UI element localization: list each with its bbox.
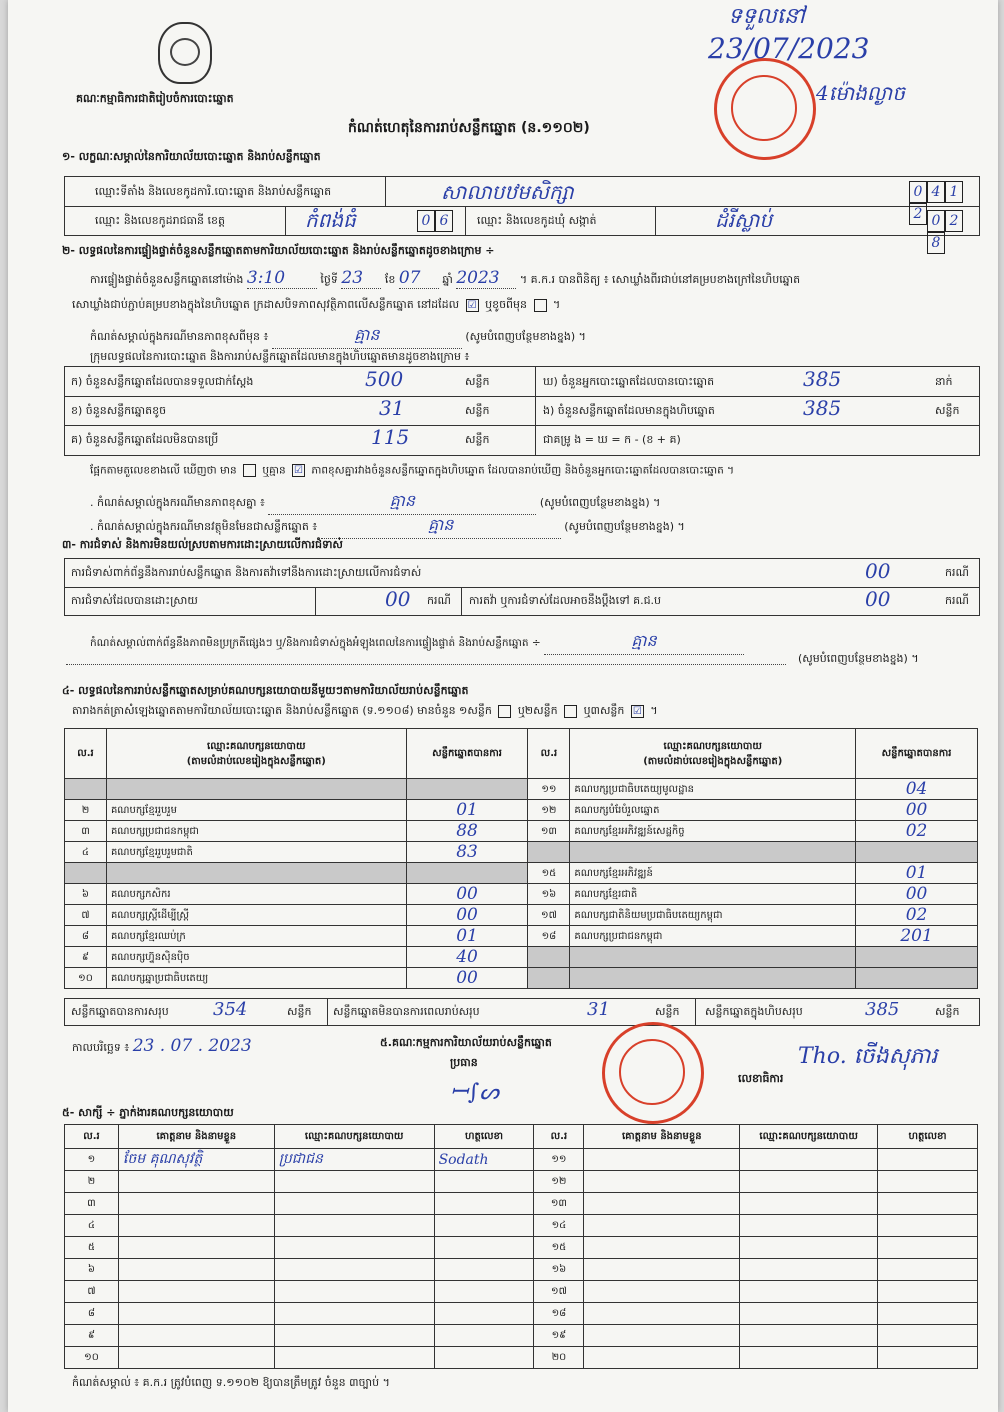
one-sheet-checkbox[interactable] (498, 705, 511, 718)
total-all-unit: សន្លឹក (935, 1005, 960, 1018)
party-votes-cell: 83 (406, 842, 528, 863)
witness-name-cell (584, 1193, 740, 1215)
col-no-right: ល.រ (528, 729, 570, 779)
no-difference-checkbox[interactable]: ☑ (292, 464, 305, 477)
witness-name-cell (118, 1303, 274, 1325)
party-party-cell: គណបក្សឆ្នាប្រជាធិបតេយ្យ (106, 968, 406, 989)
irregularity-hint: (សូមបំពេញបន្ថែមខាងខ្នង) ។ (798, 652, 919, 665)
committee-label: ៥.គណៈកម្មការការិយាល័យរាប់សន្លឹកឆ្នោត (380, 1036, 552, 1049)
party-party-cell: គណបក្សកសិករ (106, 884, 406, 905)
party-party-cell: គណបក្សខ្មែររួបរួម (106, 800, 406, 821)
witness-name-cell (118, 1171, 274, 1193)
province-value: កំពង់ធំ (305, 208, 356, 232)
party-votes-cell: 02 (856, 821, 978, 842)
witness-party-cell (740, 1237, 878, 1259)
party-no-cell: ១៣ (528, 821, 570, 842)
witness-name-cell (118, 1193, 274, 1215)
party-party-cell: គណបក្សខ្មែរឈប់ក្រ (106, 926, 406, 947)
appeal-value: 00 (865, 587, 891, 611)
witness-no-cell: ១៨ (534, 1303, 584, 1325)
witness-no-cell: ១២ (534, 1171, 584, 1193)
party-no-cell: ៩ (65, 947, 107, 968)
party-no-cell: ១១ (528, 779, 570, 800)
witness-party-cell (274, 1237, 434, 1259)
witness-name-cell (584, 1347, 740, 1369)
table-row (65, 884, 978, 905)
witness-party-cell (274, 1303, 434, 1325)
received-time: 4ម៉ោងល្ងាច (816, 81, 905, 105)
col-party-left: ឈ្មោះគណបក្សនយោបាយ (តាមលំដាប់លេខរៀងក្នុងសន្លឹកឆ្នោត) (106, 729, 406, 779)
party-party-cell (106, 863, 406, 884)
secretary-signature: Tho. ចើងសុភារ (798, 1044, 938, 1069)
witness-name-cell (584, 1303, 740, 1325)
section1-heading: ១- លក្ខណៈសម្គាល់នៃការិយាល័យបោះឆ្នោត និងរាប់សន្លឹកឆ្នោត (62, 150, 321, 163)
witness-signature-cell (878, 1259, 978, 1281)
verification-line: ការផ្ទៀងផ្ទាត់ចំនួនសន្លឹកឆ្នោតនៅម៉ោង 3:10 ថ្ងៃទី 23 ខែ 07 ឆ្នាំ 2023 ។ គ.ក.រ បានពិនិត្យ ៖ សោឃ្លាំងពីរជាប់នៅគម្របខាងក្រៅនៃហិបឆ្នោត (90, 268, 801, 288)
col-votes-right: សន្លឹកឆ្នោតបានការ (856, 729, 978, 779)
commune-code: 0 28 (927, 210, 979, 254)
witness-name-cell (584, 1325, 740, 1347)
witness-no-cell: ៣ (65, 1193, 119, 1215)
ng-label: ង) ចំនួនសន្លឹកឆ្នោតដែលមានក្នុងហិបឆ្នោត (543, 404, 715, 417)
section2-heading: ២- លទ្ធផលនៃការផ្ទៀងផ្ទាត់ចំនួនសន្លឹកឆ្នោតតាមការិយាល័យបោះឆ្នោត និងរាប់សន្លឹកឆ្នោតដូចខាងក្រោម ÷ (62, 244, 495, 257)
province-code: 0 6 (417, 210, 453, 232)
objections-table (64, 558, 980, 616)
ka-unit: សន្លឹក (465, 375, 490, 388)
witness-party-cell (740, 1193, 878, 1215)
ng-unit: សន្លឹក (935, 404, 960, 417)
resolved-value: 00 (385, 587, 411, 611)
party-votes-cell: 00 (406, 884, 528, 905)
ka-value: 500 (365, 367, 404, 391)
location-label: ឈ្មោះទីតាំង និងលេខកូដការិ.បោះឆ្នោត និងរាប់សន្លឹកឆ្នោត (95, 185, 332, 198)
party-party-cell (570, 842, 856, 863)
party-votes-cell: 04 (856, 779, 978, 800)
appeal-unit: ករណី (945, 594, 969, 607)
witness-party-cell (274, 1215, 434, 1237)
party-party-cell (106, 779, 406, 800)
table-row (65, 1171, 978, 1193)
commune-label: ឈ្មោះ និងលេខកូដឃុំ សង្កាត់ (477, 214, 597, 227)
witness-col-name-right: គោត្តនាម និងនាមខ្លួន (584, 1125, 740, 1149)
witness-party-cell (740, 1259, 878, 1281)
form-title: កំណត់ហេតុនៃការរាប់សន្លឹកឆ្នោត (ន.១១០២) (348, 120, 590, 136)
witness-no-cell: ៧ (65, 1281, 119, 1303)
witness-signature-cell (434, 1347, 534, 1369)
party-no-cell (65, 863, 107, 884)
witness-no-cell: ១៦ (534, 1259, 584, 1281)
three-sheet-checkbox[interactable]: ☑ (631, 705, 644, 718)
witness-col-name-left: គោត្តនាម និងនាមខ្លួន (118, 1125, 274, 1149)
party-party-cell: គណបក្សខ្មែរជាតិ (570, 884, 856, 905)
party-party-cell: គណបក្សស្ត្រីដើម្បីស្ត្រី (106, 905, 406, 926)
party-no-cell: ១២ (528, 800, 570, 821)
ballot-counts-table (64, 366, 980, 456)
witness-party-cell (274, 1347, 434, 1369)
damaged-checkbox[interactable] (534, 299, 547, 312)
witness-no-cell: ១០ (65, 1347, 119, 1369)
witness-party-cell (274, 1171, 434, 1193)
witness-signature-cell: Sodath (434, 1149, 534, 1171)
party-no-cell: ១៧ (528, 905, 570, 926)
witness-name-cell (118, 1325, 274, 1347)
kho-unit: នាក់ (935, 375, 953, 388)
section5-heading: ៥- សាក្សី ÷ ភ្នាក់ងារគណបក្សនយោបាយ (62, 1106, 234, 1119)
col-party-right: ឈ្មោះគណបក្សនយោបាយ (តាមលំដាប់លេខរៀងក្នុងសន្លឹកឆ្នោត) (570, 729, 856, 779)
witness-no-cell: ១៩ (534, 1325, 584, 1347)
party-no-cell: ១៥ (528, 863, 570, 884)
witness-signature-cell (434, 1303, 534, 1325)
witness-name-cell: ចែម គុណសុវត្ថិ (118, 1149, 274, 1171)
received-note: ទទួលនៅ (728, 4, 805, 29)
party-no-cell: ៨ (65, 926, 107, 947)
party-votes-cell: 88 (406, 821, 528, 842)
difference-check-line: ផ្អែកតាមតួលេខខាងលើ ឃើញថា មាន ឬគ្មាន ☑ ភាពខុសគ្នារវាងចំនួនសន្លឹកឆ្នោតក្នុងហិបឆ្នោត ដែលបានរាប់ឃើញ និងចំនួនអ្នកបោះឆ្នោតដែលបានបោះឆ្នោត ។ (90, 464, 735, 477)
party-votes-cell: 00 (406, 905, 528, 926)
party-no-cell (528, 842, 570, 863)
party-votes-cell (856, 968, 978, 989)
kho-label: ឃ) ចំនួនអ្នកបោះឆ្នោតដែលបានបោះឆ្នោត (543, 375, 715, 388)
witness-col-sig-right: ហត្ថលេខា (878, 1125, 978, 1149)
witness-no-cell: ១១ (534, 1149, 584, 1171)
witness-party-cell (740, 1303, 878, 1325)
witness-party-cell (740, 1215, 878, 1237)
table-row (65, 1303, 978, 1325)
party-party-cell: គណបក្សប្រជាជនកម្ពុជា (106, 821, 406, 842)
witness-name-cell (118, 1237, 274, 1259)
witness-signature-cell (878, 1149, 978, 1171)
kha-unit: សន្លឹក (465, 404, 490, 417)
party-no-cell: ៣ (65, 821, 107, 842)
received-date: 23/07/2023 (708, 32, 870, 65)
has-difference-checkbox[interactable] (243, 464, 256, 477)
official-stamp-icon (714, 58, 816, 160)
table-row (65, 863, 978, 884)
ko-value: 115 (371, 425, 410, 449)
ballot-count-report-form (8, 0, 998, 1412)
total-invalid-unit: សន្លឹក (655, 1005, 680, 1018)
resolved-label: ការជំទាស់ដែលបានដោះស្រាយ (71, 594, 198, 607)
witness-party-cell (740, 1347, 878, 1369)
ng-value: 385 (803, 396, 842, 420)
witness-col-party-right: ឈ្មោះគណបក្សនយោបាយ (740, 1125, 878, 1149)
witness-table (64, 1124, 978, 1369)
party-no-cell (528, 968, 570, 989)
party-votes-cell: 201 (856, 926, 978, 947)
party-votes-cell (856, 947, 978, 968)
province-label: ឈ្មោះ និងលេខកូដរាជធានី ខេត្ត (95, 214, 225, 227)
party-votes-cell: 01 (856, 863, 978, 884)
party-no-cell: ១៦ (528, 884, 570, 905)
objections-unit: ករណី (945, 566, 969, 579)
party-party-cell: គណបក្សប្រជាជនកម្ពុជា (570, 926, 856, 947)
party-no-cell (528, 947, 570, 968)
witness-no-cell: ៥ (65, 1237, 119, 1259)
seal-check-line: សោឃ្លាំងជាប់ភ្ជាប់គម្របខាងក្នុងនៃហិបឆ្នោត ក្រដាសបិទភាពសុវត្ថិភាពលើសន្លឹកឆ្នោត នៅដដែល ☑ ឬខូចពីមុន ។ (72, 298, 561, 311)
party-no-cell: ៦ (65, 884, 107, 905)
table-row (65, 1193, 978, 1215)
witness-party-cell (274, 1281, 434, 1303)
table-row (65, 1149, 978, 1171)
total-invalid-label: សន្លឹកឆ្នោតមិនបានការពេលរាប់សរុប (333, 1005, 480, 1018)
national-emblem-icon (158, 22, 212, 84)
witness-name-cell (584, 1149, 740, 1171)
total-valid-label: សន្លឹកឆ្នោតបានការសរុប (71, 1005, 169, 1018)
kha-value: 31 (379, 396, 405, 420)
witness-signature-cell (434, 1281, 534, 1303)
table-row (65, 800, 978, 821)
formula: ជាគម្រូ ង = ឃ = ក - (ខ + គ) (543, 433, 681, 446)
committee-stamp-icon (602, 1022, 704, 1124)
kha-label: ខ) ចំនួនសន្លឹកឆ្នោតខូច (71, 404, 167, 417)
table-row (65, 1237, 978, 1259)
intact-checkbox[interactable]: ☑ (466, 299, 479, 312)
witness-no-cell: ៨ (65, 1303, 119, 1325)
irregularity-note: កំណត់សម្គាល់ពាក់ព័ន្ធនឹងភាពមិនប្រក្រតីផ្សេងៗ ឬ/និងការជំទាស់ក្នុងអំឡុងពេលនៃការផ្ទៀងផ្ទាត់ និងរាប់សន្លឹកឆ្នោត ÷ គ្មាន (90, 630, 744, 655)
party-no-cell: ១៨ (528, 926, 570, 947)
witness-party-cell (274, 1325, 434, 1347)
table-row (65, 968, 978, 989)
party-party-cell: គណបក្សខ្មែរអភិវឌ្ឍន៍សេដ្ឋកិច្ច (570, 821, 856, 842)
witness-signature-cell (434, 1325, 534, 1347)
total-all-label: សន្លឹកឆ្នោតក្នុងហិបសរុប (705, 1005, 803, 1018)
table-row (65, 1281, 978, 1303)
total-valid-value: 354 (213, 999, 248, 1020)
witness-signature-cell (434, 1237, 534, 1259)
org-name: គណៈកម្មាធិការជាតិរៀបចំការបោះឆ្នោត (76, 92, 234, 105)
party-votes-cell: 00 (856, 884, 978, 905)
witness-signature-cell (434, 1193, 534, 1215)
party-votes-cell: 01 (406, 926, 528, 947)
party-votes-cell (406, 863, 528, 884)
witness-signature-cell (434, 1259, 534, 1281)
party-votes-cell (406, 779, 528, 800)
witness-name-cell (118, 1259, 274, 1281)
party-no-cell: ១០ (65, 968, 107, 989)
witness-col-sig-left: ហត្ថលេខា (434, 1125, 534, 1149)
party-votes-cell: 00 (856, 800, 978, 821)
witness-col-no-left: ល.រ (65, 1125, 119, 1149)
table-row (65, 842, 978, 863)
president-signature: ꟷ∫ᔕ (450, 1080, 499, 1105)
appeal-label: ការតវ៉ា ឬការជំទាស់ដែលអាចនឹងប្តឹងទៅ គ.ជ.ប (469, 594, 662, 607)
section3-heading: ៣- ការជំទាស់ និងការមិនយល់ស្របតាមការដោះស្រាយលើការជំទាស់ (62, 538, 343, 551)
witness-party-cell (740, 1171, 878, 1193)
totals-row (64, 998, 980, 1026)
table-row (65, 779, 978, 800)
footer-note: កំណត់សម្គាល់ ៖ គ.ក.រ ត្រូវបំពេញ ទ.១១០២ ឱ្យបានត្រឹមត្រូវ ចំនួន ៣ច្បាប់ ។ (72, 1376, 390, 1389)
section4-heading: ៤- លទ្ធផលនៃការរាប់សន្លឹកឆ្នោតសម្រាប់គណបក្សនយោបាយនីមួយៗតាមការិយាល័យរាប់សន្លឹកឆ្នោត (62, 684, 469, 697)
witness-name-cell (584, 1281, 740, 1303)
witness-no-cell: ២ (65, 1171, 119, 1193)
witness-name-cell (118, 1281, 274, 1303)
party-votes-cell (856, 842, 978, 863)
witness-name-cell (584, 1171, 740, 1193)
two-sheet-checkbox[interactable] (564, 705, 577, 718)
witness-signature-cell (878, 1303, 978, 1325)
party-party-cell (570, 947, 856, 968)
party-votes-cell: 01 (406, 800, 528, 821)
col-no-left: ល.រ (65, 729, 107, 779)
location-code: 0 4 12 (909, 181, 979, 225)
difference-note-line: កំណត់សម្គាល់ក្នុងករណីមានភាពខុសពីមុន ៖ គ្មាន (សូមបំពេញបន្ថែមខាងខ្នង) ។ (90, 324, 586, 349)
kho-value: 385 (803, 367, 842, 391)
witness-no-cell: ១៣ (534, 1193, 584, 1215)
ka-label: ក) ចំនួនសន្លឹកឆ្នោតដែលបានទទួលជាក់ស្តែង (71, 375, 254, 388)
witness-party-cell (740, 1281, 878, 1303)
commune-value: ដំរីស្លាប់ (715, 208, 773, 232)
party-party-cell: គណបក្សហ្វ៊ុនស៊ិនប៉ិច (106, 947, 406, 968)
results-intro: ក្រុមលទ្ធផលនៃការបោះឆ្នោត និងការរាប់សន្លឹកឆ្នោតដែលមានក្នុងហិបឆ្នោតមានដូចខាងក្រោម ៖ (90, 350, 470, 363)
party-no-cell (65, 779, 107, 800)
ko-label: គ) ចំនួនសន្លឹកឆ្នោតដែលមិនបានប្រើ (71, 433, 219, 446)
witness-signature-cell (434, 1215, 534, 1237)
total-all-value: 385 (865, 999, 900, 1020)
witness-signature-cell (878, 1325, 978, 1347)
party-votes-cell: 40 (406, 947, 528, 968)
objections-label: ការជំទាស់ពាក់ព័ន្ធនឹងការរាប់សន្លឹកឆ្នោត និងការតវ៉ាទៅនឹងការដោះស្រាយលើការជំទាស់ (71, 566, 422, 579)
witness-signature-cell (878, 1281, 978, 1303)
party-no-cell: ៤ (65, 842, 107, 863)
party-votes-cell: 00 (406, 968, 528, 989)
secretary-label: លេខាធិការ (738, 1072, 784, 1085)
party-votes-cell: 02 (856, 905, 978, 926)
witness-no-cell: ១៥ (534, 1237, 584, 1259)
party-votes-table (64, 728, 978, 989)
ko-unit: សន្លឹក (465, 433, 490, 446)
table-row (65, 947, 978, 968)
objections-value: 00 (865, 559, 891, 583)
witness-no-cell: ២០ (534, 1347, 584, 1369)
witness-no-cell: ៦ (65, 1259, 119, 1281)
table-row (65, 1259, 978, 1281)
president-label: ប្រធាន (450, 1056, 478, 1069)
witness-name-cell (584, 1237, 740, 1259)
party-party-cell: គណបក្សជាតិនិយមប្រជាធិបតេយ្យកម្ពុជា (570, 905, 856, 926)
table-row (65, 1215, 978, 1237)
witness-name-cell (584, 1215, 740, 1237)
witness-party-cell (274, 1259, 434, 1281)
date-line: កាលបរិច្ឆេទ ៖ 23 . 07 . 2023 (72, 1036, 252, 1056)
witness-col-party-left: ឈ្មោះគណបក្សនយោបាយ (274, 1125, 434, 1149)
party-party-cell (570, 968, 856, 989)
witness-signature-cell (878, 1237, 978, 1259)
table-row (65, 821, 978, 842)
total-invalid-value: 31 (587, 999, 610, 1020)
witness-name-cell (584, 1259, 740, 1281)
witness-signature-cell (878, 1347, 978, 1369)
witness-party-cell (740, 1149, 878, 1171)
witness-no-cell: ១៧ (534, 1281, 584, 1303)
witness-no-cell: ៩ (65, 1325, 119, 1347)
witness-no-cell: ១៤ (534, 1215, 584, 1237)
witness-name-cell (118, 1215, 274, 1237)
witness-signature-cell (434, 1171, 534, 1193)
col-votes-left: សន្លឹកឆ្នោតបានការ (406, 729, 528, 779)
witness-name-cell (118, 1347, 274, 1369)
party-party-cell: គណបក្សខ្មែររួបរួមជាតិ (106, 842, 406, 863)
witness-no-cell: ១ (65, 1149, 119, 1171)
witness-party-cell: ប្រជាជន (274, 1149, 434, 1171)
party-no-cell: ៧ (65, 905, 107, 926)
table-row (65, 926, 978, 947)
note1-line: . កំណត់សម្គាល់ក្នុងករណីមានភាពខុសគ្នា ៖ គ្មាន (សូមបំពេញបន្ថែមខាងខ្នង) ។ (90, 490, 660, 515)
total-valid-unit: សន្លឹក (287, 1005, 312, 1018)
party-party-cell: គណបក្សបំរែបំរួលឆ្នោត (570, 800, 856, 821)
party-party-cell: គណបក្សប្រជាធិបតេយ្យមូលដ្ឋាន (570, 779, 856, 800)
party-party-cell: គណបក្សខ្មែរអភិវឌ្ឍន៍ (570, 863, 856, 884)
resolved-unit: ករណី (427, 594, 451, 607)
witness-signature-cell (878, 1171, 978, 1193)
tally-sheet-line: តារាងកត់ត្រាសំឡេងឆ្នោតតាមការិយាល័យបោះឆ្នោត និងរាប់សន្លឹកឆ្នោត (ទ.១១០៨) មានចំនួន ១សន្លឹក ឬ២សន្លឹក ឬ៣សន្លឹក ☑ ។ (72, 704, 658, 717)
witness-col-no-right: ល.រ (534, 1125, 584, 1149)
party-no-cell: ២ (65, 800, 107, 821)
table-row (65, 1325, 978, 1347)
note2-line: . កំណត់សម្គាល់ក្នុងករណីមានវត្ថុមិនមែនជាសន្លឹកឆ្នោត ៖ គ្មាន (សូមបំពេញបន្ថែមខាងខ្នង) ។ (90, 514, 685, 539)
witness-party-cell (740, 1325, 878, 1347)
witness-no-cell: ៤ (65, 1215, 119, 1237)
location-value: សាលាបឋមសិក្សា (441, 180, 574, 204)
witness-signature-cell (878, 1193, 978, 1215)
table-row (65, 1347, 978, 1369)
witness-party-cell (274, 1193, 434, 1215)
witness-signature-cell (878, 1215, 978, 1237)
table-row (65, 905, 978, 926)
